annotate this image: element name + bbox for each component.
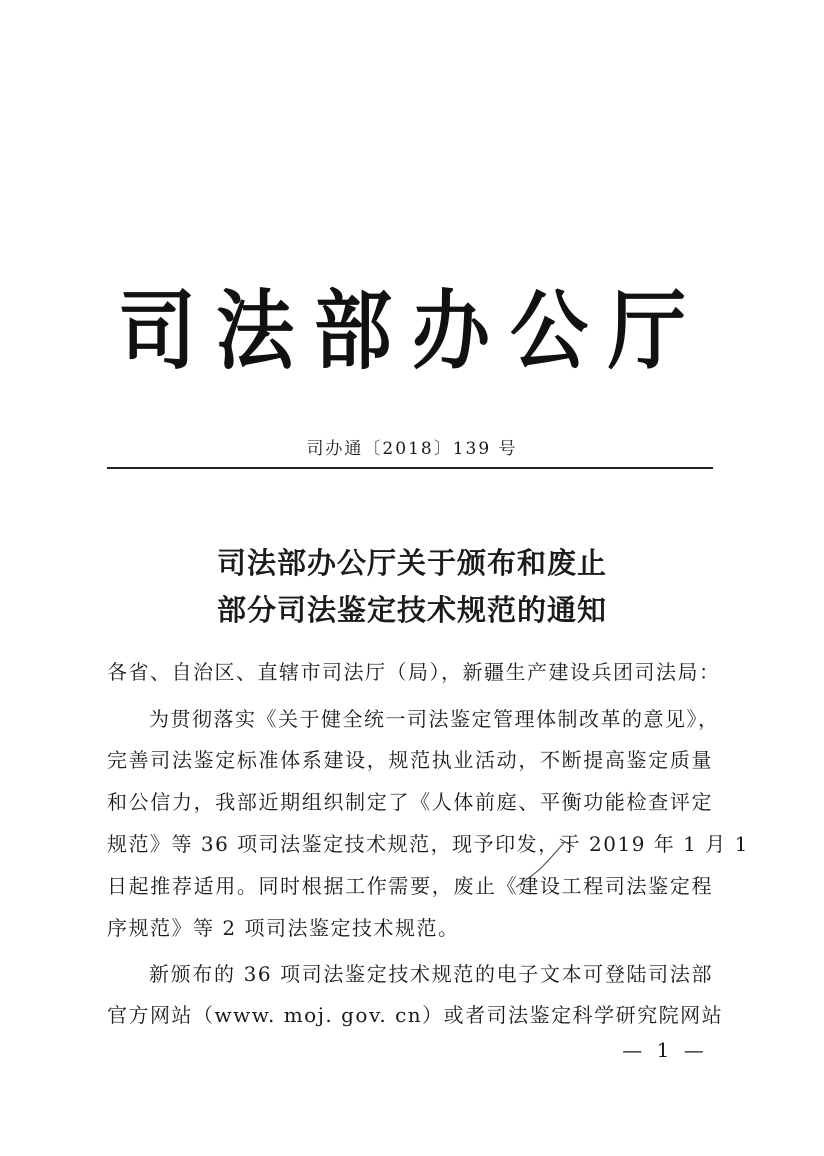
paragraph-1-line-4: 规范》等 36 项司法鉴定技术规范，现予印发，于 2019 年 1 月 1 <box>107 832 749 856</box>
paragraph-1-line-6: 序规范》等 2 项司法鉴定技术规范。 <box>107 916 460 940</box>
salutation: 各省、自治区、直辖市司法厅（局），新疆生产建设兵团司法局： <box>107 660 721 684</box>
paragraph-2-line-2: 官方网站（www. moj. gov. cn）或者司法鉴定科学研究院网站 <box>107 1003 724 1027</box>
issuing-office-title: 司法部办公厅 <box>117 281 706 382</box>
notice-title-line-1: 司法部办公厅关于颁布和废止 <box>216 546 607 580</box>
handwritten-pen-mark <box>512 837 592 897</box>
paragraph-1-line-3: 和公信力，我部近期组织制定了《人体前庭、平衡功能检查评定 <box>107 790 713 814</box>
notice-title-line-2: 部分司法鉴定技术规范的通知 <box>216 593 607 627</box>
paragraph-1-line-1: 为贯彻落实《关于健全统一司法鉴定管理体制改革的意见》， <box>149 707 720 731</box>
page-number: — 1 — <box>622 1038 708 1062</box>
paragraph-1-line-2: 完善司法鉴定标准体系建设，规范执业活动，不断提高鉴定质量 <box>107 748 713 772</box>
header-divider <box>107 467 713 469</box>
paragraph-2-line-1: 新颁布的 36 项司法鉴定技术规范的电子文本可登陆司法部 <box>149 962 713 986</box>
document-number: 司办通〔2018〕139 号 <box>306 439 518 459</box>
paragraph-1-line-5: 日起推荐适用。同时根据工作需要，废止《建设工程司法鉴定程 <box>107 874 713 898</box>
